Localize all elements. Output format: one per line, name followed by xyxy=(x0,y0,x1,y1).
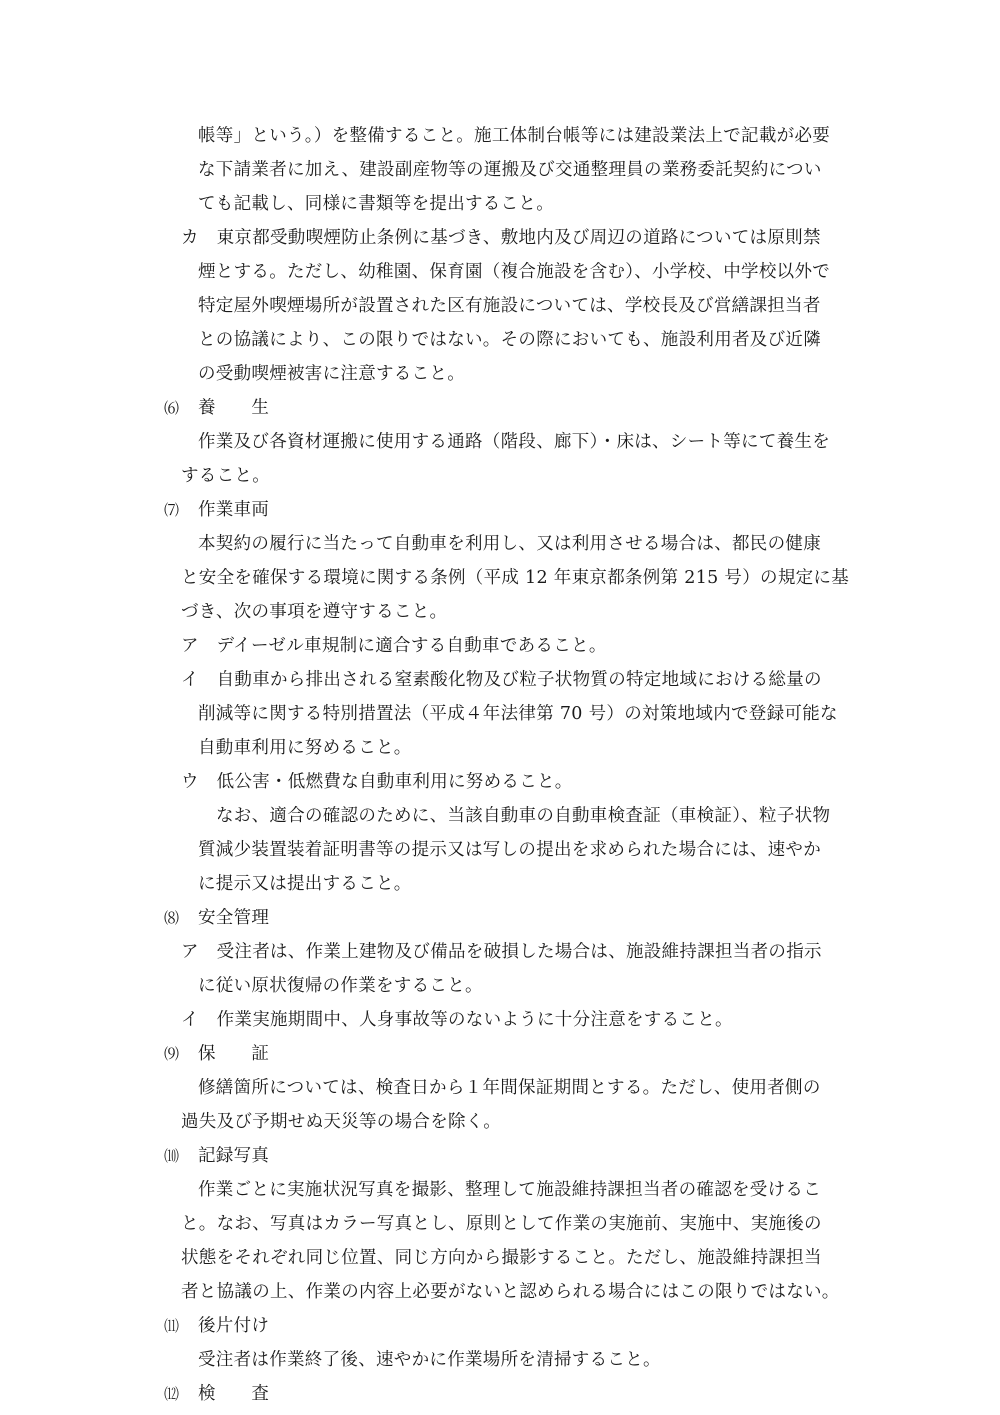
section-heading: 記録写真 xyxy=(198,1146,270,1166)
text-line: ても記載し、同様に書類等を提出すること。 xyxy=(198,194,554,214)
text-line: 自動車利用に努めること。 xyxy=(198,738,412,758)
text-line: 作業及び各資材運搬に使用する通路（階段、廊下）・床は、シート等にて養生を xyxy=(198,432,831,452)
text-line: なお、適合の確認のために、当該自動車の自動車検査証（車検証）、粒子状物 xyxy=(216,806,831,826)
text-line: 状態をそれぞれ同じ位置、同じ方向から撮影すること。ただし、施設維持課担当 xyxy=(181,1248,822,1268)
section-number: ⑺ xyxy=(164,501,180,519)
section-heading: 後片付け xyxy=(198,1316,270,1336)
section-heading: 保 証 xyxy=(198,1044,270,1064)
text-line: の受動喫煙被害に注意すること。 xyxy=(198,364,465,384)
section-number: ⑻ xyxy=(164,909,180,927)
section-number: ⑹ xyxy=(164,399,180,417)
text-line: ア 受注者は、作業上建物及び備品を破損した場合は、施設維持課担当者の指示 xyxy=(181,942,822,962)
text-line: 受注者は作業終了後、速やかに作業場所を清掃すること。 xyxy=(198,1350,661,1370)
text-line: 本契約の履行に当たって自動車を利用し、又は利用させる場合は、都民の健康 xyxy=(198,534,821,554)
text-line: ウ 低公害・低燃費な自動車利用に努めること。 xyxy=(181,772,573,792)
section-number: ⑾ xyxy=(164,1317,180,1335)
text-line: づき、次の事項を遵守すること。 xyxy=(181,602,448,622)
text-line: 帳等」という。）を整備すること。施工体制台帳等には建設業法上で記載が必要 xyxy=(198,126,831,146)
text-line: 過失及び予期せぬ天災等の場合を除く。 xyxy=(181,1112,502,1132)
text-line: に従い原状復帰の作業をすること。 xyxy=(198,976,483,996)
text-line: な下請業者に加え、建設副産物等の運搬及び交通整理員の業務委託契約につい xyxy=(198,160,822,180)
text-line: 者と協議の上、作業の内容上必要がないと認められる場合にはこの限りではない。 xyxy=(181,1282,840,1302)
text-line: 特定屋外喫煙場所が設置された区有施設については、学校長及び営繕課担当者 xyxy=(198,296,821,316)
text-line: との協議により、この限りではない。その際においても、施設利用者及び近隣 xyxy=(198,330,821,350)
text-line: イ 自動車から排出される窒素酸化物及び粒子状物質の特定地域における総量の xyxy=(181,670,822,690)
section-heading: 検 査 xyxy=(198,1384,270,1404)
section-heading: 作業車両 xyxy=(198,500,270,520)
section-heading: 養 生 xyxy=(198,398,270,418)
text-line: 修繕箇所については、検査日から１年間保証期間とする。ただし、使用者側の xyxy=(198,1078,821,1098)
text-line: 煙とする。ただし、幼稚園、保育園（複合施設を含む）、小学校、中学校以外で xyxy=(198,262,831,282)
section-heading: 安全管理 xyxy=(198,908,270,928)
text-line: と。なお、写真はカラー写真とし、原則として作業の実施前、実施中、実施後の xyxy=(181,1214,822,1234)
text-line: に提示又は提出すること。 xyxy=(198,874,412,894)
text-line: 作業ごとに実施状況写真を撮影、整理して施設維持課担当者の確認を受けるこ xyxy=(198,1180,821,1200)
text-line: ア デイーゼル車規制に適合する自動車であること。 xyxy=(181,636,607,656)
section-number: ⑿ xyxy=(164,1385,180,1403)
text-line: イ 作業実施期間中、人身事故等のないように十分注意をすること。 xyxy=(181,1010,733,1030)
section-number: ⑽ xyxy=(164,1147,180,1165)
text-line: 削減等に関する特別措置法（平成４年法律第 70 号）の対策地域内で登録可能な xyxy=(198,704,838,724)
text-line: と安全を確保する環境に関する条例（平成 12 年東京都条例第 215 号）の規定に基 xyxy=(181,568,850,588)
section-number: ⑼ xyxy=(164,1045,180,1063)
text-line: カ 東京都受動喫煙防止条例に基づき、敷地内及び周辺の道路については原則禁 xyxy=(181,228,821,248)
text-line: すること。 xyxy=(181,466,270,486)
text-line: 質減少装置装着証明書等の提示又は写しの提出を求められた場合には、速やか xyxy=(198,840,821,860)
